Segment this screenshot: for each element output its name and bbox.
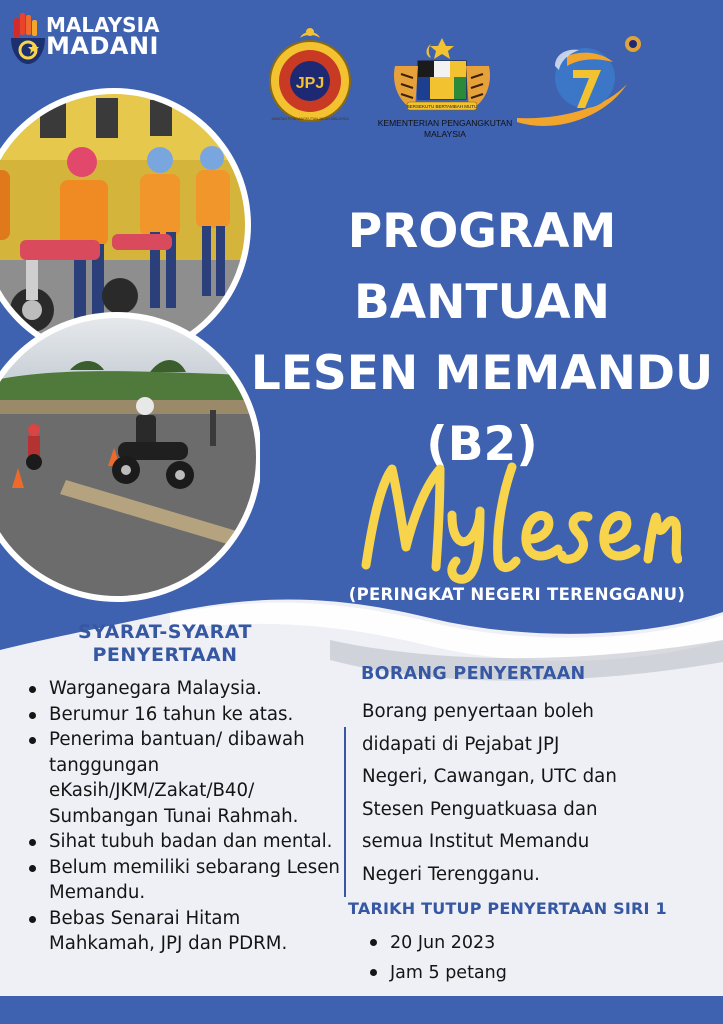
form-text-line: Borang penyertaan boleh	[362, 701, 594, 722]
ministry-label	[345, 118, 545, 139]
requirement-item: Penerima bantuan/ dibawah tanggungan eKasih/JKM/Zakat/B40/ Sumbangan Tunai Rahmah.	[20, 727, 350, 829]
closing-date-heading: TARIKH TUTUP PENYERTAAN SIRI 1	[348, 899, 667, 918]
requirements-heading-line2: PENYERTAAN	[92, 644, 238, 666]
malaysia-madani-emblem-icon	[6, 10, 50, 70]
form-text-line: Negeri, Cawangan, UTC dan	[362, 766, 617, 787]
malaysia-madani-wordmark	[46, 13, 160, 60]
title-line-4: (B2)	[426, 417, 538, 472]
form-text-line: didapati di Pejabat JPJ	[362, 733, 560, 755]
requirement-item: Belum memiliki sebarang Lesen Memandu.	[20, 855, 350, 906]
requirements-list	[20, 676, 350, 957]
mylesen-script-logo	[352, 455, 682, 585]
column-divider	[344, 727, 346, 897]
jpj-emblem-text: JPJ	[295, 75, 325, 92]
ministry-line1: KEMENTERIAN PENGANGKUTAN	[377, 118, 513, 128]
closing-time-item: Jam 5 petang	[362, 958, 507, 988]
title-line-1: PROGRAM	[347, 204, 617, 259]
malaysia-madani-line1: MALAYSIA	[46, 13, 160, 37]
requirements-heading	[40, 621, 290, 667]
ministry-line2: MALAYSIA	[424, 128, 466, 139]
jpj-emblem-icon	[270, 28, 350, 121]
jpj-ring-text: JABATAN PENGANGKUTAN JALAN MALAYSIA	[271, 117, 349, 121]
title-line-3: LESEN MEMANDU	[250, 346, 714, 401]
requirement-item: Berumur 16 tahun ke atas.	[20, 702, 350, 728]
program-photos	[0, 70, 260, 615]
form-heading: BORANG PENYERTAAN	[361, 664, 586, 684]
photo-motorcycle-test	[0, 310, 260, 610]
form-description	[362, 696, 692, 891]
program-subtitle: (PERINGKAT NEGERI TERENGGANU)	[348, 585, 686, 604]
form-text-line: Stesen Penguatkuasa dan	[362, 798, 598, 820]
coat-of-arms-icon	[394, 38, 490, 110]
requirements-heading-line1: SYARAT-SYARAT	[78, 621, 252, 643]
anniversary-logo-icon	[517, 36, 641, 126]
requirement-item: Warganegara Malaysia.	[20, 676, 350, 702]
bottom-bar	[0, 996, 723, 1024]
requirement-item: Bebas Senarai Hitam Mahkamah, JPJ dan PDRM.	[20, 906, 350, 957]
program-title	[232, 196, 723, 480]
closing-date-list	[362, 928, 507, 988]
coat-of-arms-motto: BERSEKUTU BERTAMBAH MUTU	[406, 104, 478, 109]
malaysia-madani-line2: MADANI	[46, 32, 159, 60]
closing-date-item: 20 Jun 2023	[362, 928, 507, 958]
requirement-item: Sihat tubuh badan dan mental.	[20, 829, 350, 855]
form-text-line: Negeri Terengganu.	[362, 863, 540, 885]
form-text-line: semua Institut Memandu	[362, 831, 590, 852]
title-line-2: BANTUAN	[353, 275, 611, 330]
